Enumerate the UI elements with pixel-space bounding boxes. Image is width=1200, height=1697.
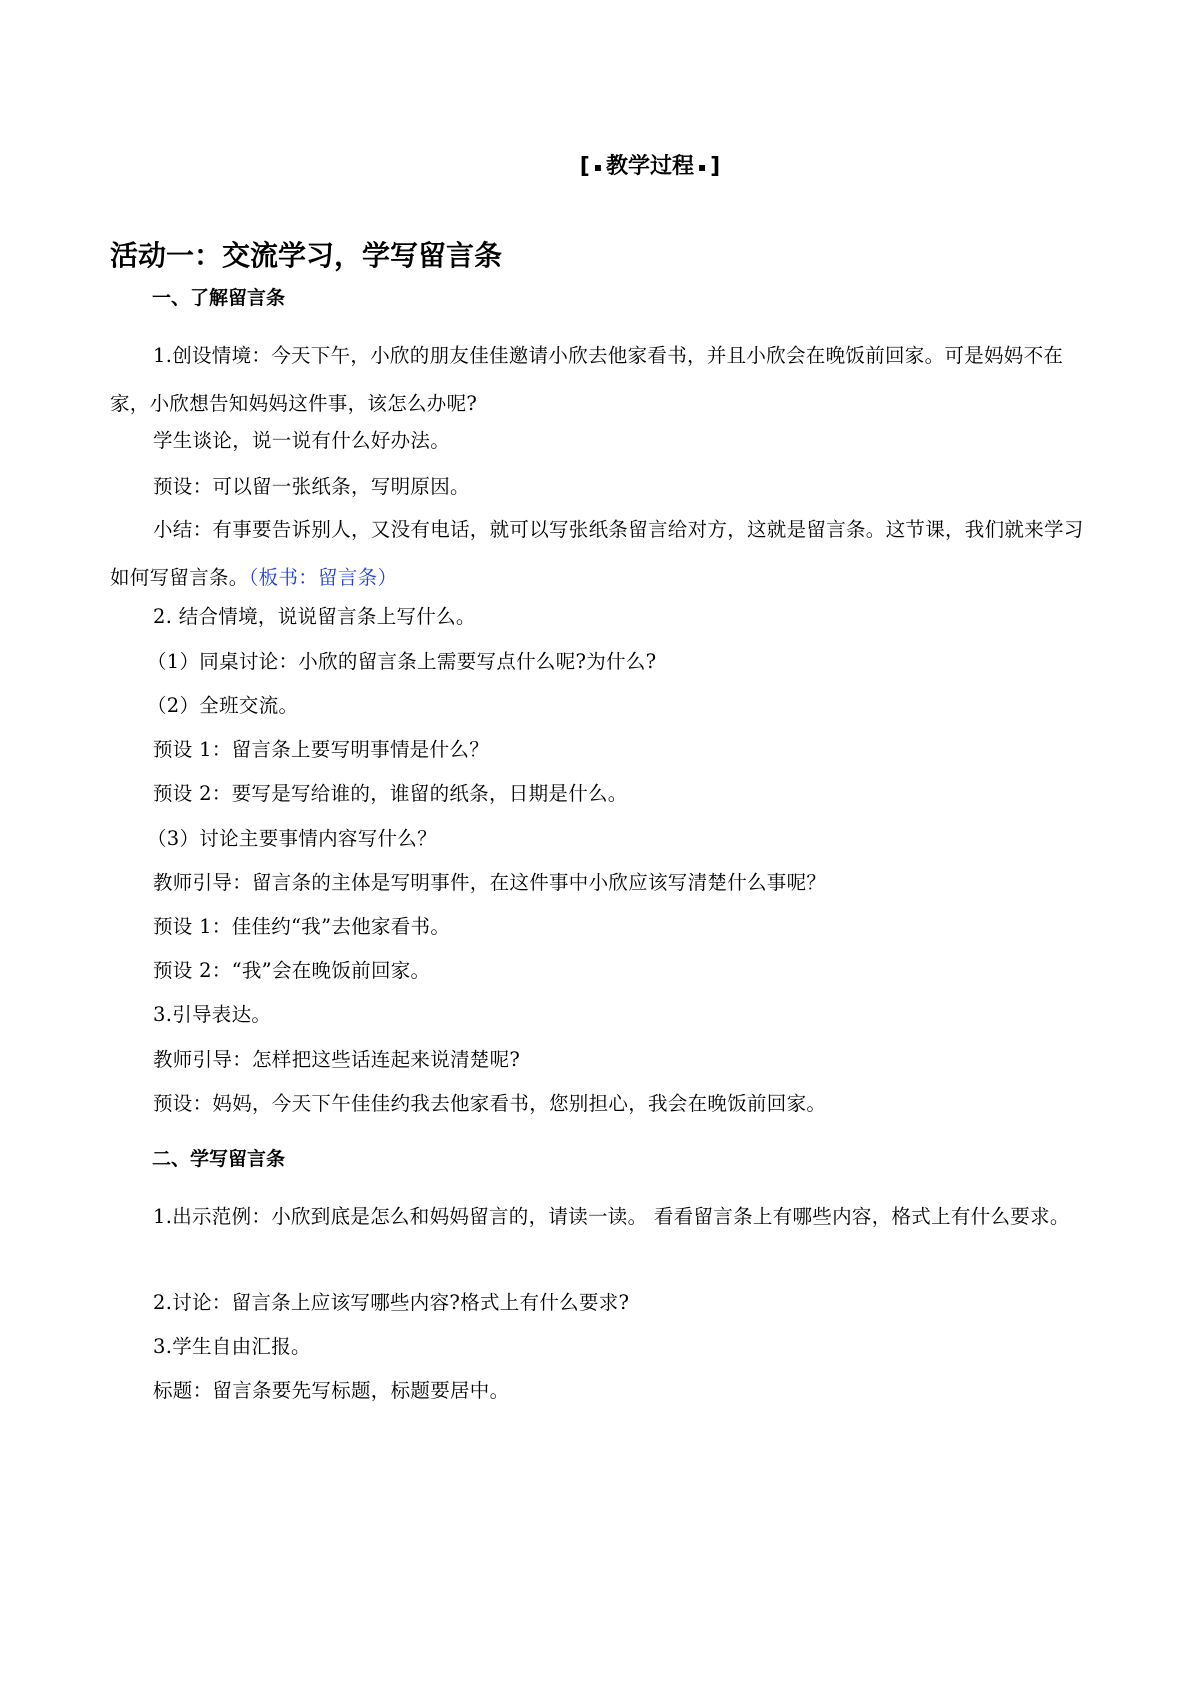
text-line: 标题：留言条要先写标题，标题要居中。 — [153, 1379, 510, 1402]
text-line: 预设 2：“我”会在晚饭前回家。 — [153, 959, 431, 982]
text-line: 3.学生自由汇报。 — [153, 1335, 311, 1358]
text-line: （3）讨论主要事情内容写什么？ — [147, 827, 437, 850]
paragraph-scenario: 1.创设情境：今天下午，小欣的朋友佳佳邀请小欣去他家看书，并且小欣会在晚饭前回家。可是妈妈不在家，小欣想告知妈妈这件事，该怎么办呢? — [110, 344, 1064, 415]
paragraph-example: 1.出示范例：小欣到底是怎么和妈妈留言的，请读一读。 看看留言条上有哪些内容，格式上有什么要求。 — [153, 1205, 1070, 1228]
section-header — [0, 152, 1200, 182]
text-line: 2. 结合情境，说说留言条上写什么。 — [153, 605, 476, 628]
text-line: 学生谈论，说一说有什么好办法。 — [153, 429, 451, 452]
header-bracket-open: [ — [579, 154, 590, 179]
text-line: 3.引导表达。 — [153, 1003, 272, 1026]
text-line: 预设 1：留言条上要写明事情是什么？ — [153, 738, 490, 761]
header-bracket-close: ] — [710, 154, 721, 179]
text-line: 预设：妈妈，今天下午佳佳约我去他家看书，您别担心，我会在晚饭前回家。 — [153, 1092, 827, 1115]
text-line: 预设 2：要写是写给谁的，谁留的纸条，日期是什么。 — [153, 782, 628, 805]
section-title-1: 一、了解留言条 — [152, 287, 286, 309]
text-line: （2）全班交流。 — [147, 694, 299, 717]
board-note: （板书：留言条） — [248, 566, 398, 589]
header-bullet-right: ▪ — [698, 160, 707, 174]
text-line: 预设：可以留一张纸条，写明原因。 — [153, 475, 470, 498]
text-line: 预设 1：佳佳约“我”去他家看书。 — [153, 915, 451, 938]
section-title-2: 二、学写留言条 — [152, 1148, 286, 1170]
text-line: （1）同桌讨论：小欣的留言条上需要写点什么呢?为什么? — [147, 650, 657, 673]
text-line: 教师引导：怎样把这些话连起来说清楚呢? — [153, 1048, 521, 1071]
header-title: 教学过程 — [605, 154, 694, 179]
header-bullet-left: ▪ — [593, 160, 602, 174]
summary-text: 小结：有事要告诉别人，又没有电话，就可以写张纸条留言给对方，这就是留言条。这节课，我们就来学习如何写留言条。 — [110, 518, 1084, 589]
text-line: 2.讨论：留言条上应该写哪些内容?格式上有什么要求? — [153, 1291, 630, 1314]
paragraph-summary — [110, 506, 1100, 602]
text-line: 教师引导：留言条的主体是写明事件，在这件事中小欣应该写清楚什么事呢？ — [153, 871, 827, 894]
activity-title: 活动一：交流学习，学写留言条 — [110, 239, 503, 272]
